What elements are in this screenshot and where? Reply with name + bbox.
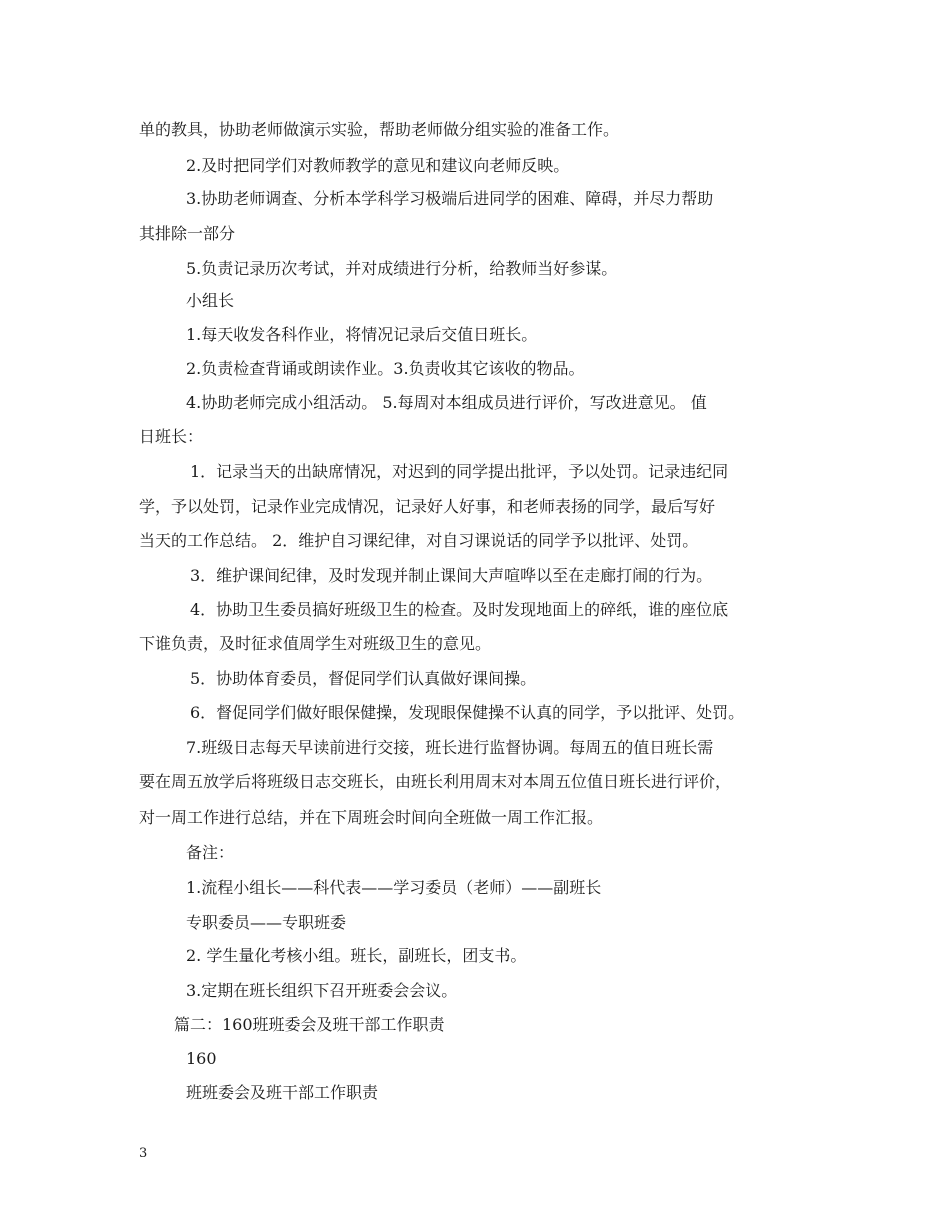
text-line: 其排除一部分	[139, 224, 236, 243]
text-line: 学，予以处罚，记录作业完成情况，记录好人好事，和老师表扬的同学，最后写好	[139, 497, 716, 516]
section-heading: 小组长	[186, 291, 235, 310]
text-line: 3．维护课间纪律，及时发现并制止课间大声喧哗以至在走廊打闹的行为。	[190, 566, 713, 585]
text-line: 当天的工作总结。 2．维护自习课纪律，对自习课说话的同学予以批评、处罚。	[139, 531, 699, 550]
text-line: 5．协助体育委员，督促同学们认真做好课间操。	[190, 669, 537, 688]
chapter-heading: 篇二：160班班委会及班干部工作职责	[174, 1015, 445, 1034]
text-line: 2.及时把同学们对教师教学的意见和建议向老师反映。	[186, 156, 570, 175]
text-line: 1．记录当天的出缺席情况，对迟到的同学提出批评，予以处罚。记录违纪同	[190, 462, 729, 481]
text-line: 1.每天收发各科作业，将情况记录后交值日班长。	[186, 325, 538, 344]
text-line: 2. 学生量化考核小组。班长，副班长，团支书。	[186, 946, 527, 965]
text-line: 下谁负责，及时征求值周学生对班级卫生的意见。	[139, 634, 492, 653]
text-line: 要在周五放学后将班级日志交班长，由班长利用周末对本周五位值日班长进行评价，	[139, 772, 732, 791]
text-line: 2.负责检查背诵或朗读作业。3.负责收其它该收的物品。	[186, 359, 585, 378]
text-line: 4.协助老师完成小组活动。 5.每周对本组成员进行评价，写改进意见。 值	[186, 393, 707, 412]
section-heading: 备注：	[186, 843, 235, 862]
text-line: 3.定期在班长组织下召开班委会会议。	[186, 981, 458, 1000]
text-line: 专职委员——专职班委	[186, 913, 347, 932]
text-line: 班班委会及班干部工作职责	[186, 1083, 379, 1102]
text-line: 160	[186, 1049, 217, 1068]
text-line: 4．协助卫生委员搞好班级卫生的检查。及时发现地面上的碎纸，谁的座位底	[190, 600, 729, 619]
text-line: 1.流程小组长——科代表——学习委员（老师）——副班长	[186, 878, 602, 897]
text-line: 5.负责记录历次考试，并对成绩进行分析，给教师当好参谋。	[186, 259, 618, 278]
text-line: 6．督促同学们做好眼保健操，发现眼保健操不认真的同学，予以批评、处罚。	[190, 703, 745, 722]
text-line: 单的教具，协助老师做演示实验，帮助老师做分组实验的准备工作。	[139, 120, 620, 139]
page-number: 3	[139, 1146, 148, 1161]
text-line: 3.协助老师调查、分析本学科学习极端后进同学的困难、障碍，并尽力帮助	[186, 189, 714, 208]
text-line: 7.班级日志每天早读前进行交接，班长进行监督协调。每周五的值日班长需	[186, 738, 714, 757]
text-line: 日班长：	[139, 427, 204, 446]
text-line: 对一周工作进行总结，并在下周班会时间向全班做一周工作汇报。	[139, 808, 604, 827]
